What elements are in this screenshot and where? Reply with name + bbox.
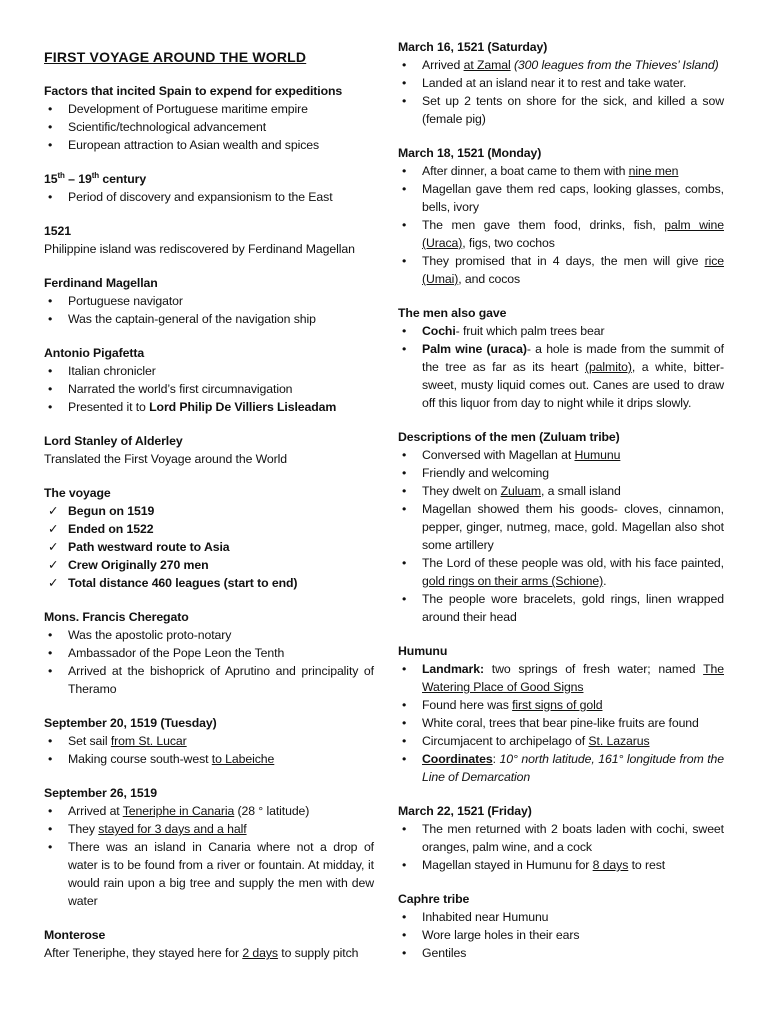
bullet-icon: • bbox=[48, 190, 53, 204]
bullet-icon: • bbox=[48, 804, 53, 818]
list-item: • Circumjacent to archipelago of St. Lazarus bbox=[402, 734, 650, 748]
section-caphre bbox=[398, 890, 724, 962]
list-item: • They dwelt on Zuluam, a small island bbox=[402, 484, 621, 498]
list-item: • They promised that in 4 days, the men will give rice (Umai), and cocos bbox=[402, 254, 724, 286]
section-men-also-gave bbox=[398, 304, 724, 412]
bullet-icon: • bbox=[48, 120, 53, 134]
list-item: • The men gave them food, drinks, fish, palm wine (Uraca), figs, two cochos bbox=[402, 218, 724, 250]
list-item: • Portuguese navigator bbox=[48, 294, 183, 308]
list-item: • Magellan stayed in Humunu for 8 days to rest bbox=[402, 858, 666, 872]
list-item: • Landed at an island near it to rest and take water. bbox=[402, 76, 687, 90]
bullet-icon: • bbox=[48, 382, 53, 396]
section-heading: March 18, 1521 (Monday) bbox=[398, 146, 542, 160]
bullet-icon: • bbox=[402, 662, 407, 676]
bullet-icon: • bbox=[48, 646, 53, 660]
section-mar22 bbox=[398, 802, 724, 874]
list-item: • Scientific/technological advancement bbox=[48, 120, 267, 134]
section-heading: March 16, 1521 (Saturday) bbox=[398, 40, 548, 54]
bullet-icon: • bbox=[402, 342, 407, 356]
bullet-icon: • bbox=[402, 324, 407, 338]
list-item: • Arrived at Teneriphe in Canaria (28 ° latitude) bbox=[48, 804, 310, 818]
list-item: • Magellan gave them red caps, looking glasses, combs, bells, ivory bbox=[402, 182, 724, 214]
list-item: ✓ Crew Originally 270 men bbox=[48, 558, 209, 572]
list-item: • Arrived at Zamal (300 leagues from the Thieves’ Island) bbox=[402, 58, 719, 72]
bullet-icon: • bbox=[48, 664, 53, 678]
bullet-icon: • bbox=[402, 182, 407, 196]
list-item: • Was the apostolic proto-notary bbox=[48, 628, 232, 642]
section-heading: Factors that incited Spain to expend for expeditions bbox=[44, 84, 343, 98]
list-item: • Arrived at the bishoprick of Aprutino and principality of Theramo bbox=[48, 664, 374, 696]
list-item: ✓ Begun on 1519 bbox=[48, 504, 155, 518]
list-item: • Found here was first signs of gold bbox=[402, 698, 603, 712]
list-item: • European attraction to Asian wealth and spices bbox=[48, 138, 320, 152]
checkmark-icon: ✓ bbox=[48, 558, 59, 572]
list-item: • Was the captain-general of the navigation ship bbox=[48, 312, 316, 326]
section-zuluam bbox=[398, 428, 724, 626]
section-heading: Mons. Francis Cheregato bbox=[44, 610, 189, 624]
list-item: • White coral, trees that bear pine-like fruits are found bbox=[402, 716, 699, 730]
list-item: • Inhabited near Humunu bbox=[402, 910, 549, 924]
paragraph: Philippine island was rediscovered by Ferdinand Magellan bbox=[44, 242, 355, 256]
list-item: • There was an island in Canaria where not a drop of water is to be found from a river or fountain. At midday, it would rain upon a big tree and supply the men with dew water bbox=[48, 840, 374, 908]
checkmark-icon: ✓ bbox=[48, 540, 59, 554]
bullet-icon: • bbox=[402, 448, 407, 462]
section-cheregato bbox=[44, 608, 374, 698]
list-item: • The people wore bracelets, gold rings, linen wrapped around their head bbox=[402, 592, 724, 624]
bullet-icon: • bbox=[402, 164, 407, 178]
list-item: • Conversed with Magellan at Humunu bbox=[402, 448, 621, 462]
list-item: • Set up 2 tents on shore for the sick, and killed a sow (female pig) bbox=[402, 94, 724, 126]
section-heading: September 26, 1519 bbox=[44, 786, 158, 800]
section-mar16 bbox=[398, 38, 724, 128]
list-item: • Ambassador of the Pope Leon the Tenth bbox=[48, 646, 285, 660]
bullet-icon: • bbox=[48, 400, 53, 414]
section-heading: March 22, 1521 (Friday) bbox=[398, 804, 532, 818]
list-item: • The men returned with 2 boats laden with cochi, sweet oranges, palm wine, and a cock bbox=[402, 822, 724, 854]
section-heading: Ferdinand Magellan bbox=[44, 276, 158, 290]
bullet-icon: • bbox=[402, 734, 407, 748]
section-humunu bbox=[398, 642, 724, 786]
right-column bbox=[398, 38, 724, 978]
bullet-icon: • bbox=[48, 138, 53, 152]
list-item: • Narrated the world’s first circumnavigation bbox=[48, 382, 293, 396]
section-heading: September 20, 1519 (Tuesday) bbox=[44, 716, 217, 730]
checkmark-icon: ✓ bbox=[48, 504, 59, 518]
list-item: ✓ Ended on 1522 bbox=[48, 522, 154, 536]
bullet-icon: • bbox=[402, 218, 407, 232]
list-item: • Period of discovery and expansionism to the East bbox=[48, 190, 333, 204]
bullet-icon: • bbox=[402, 928, 407, 942]
section-voyage bbox=[44, 484, 374, 592]
section-heading: Lord Stanley of Alderley bbox=[44, 434, 183, 448]
bullet-icon: • bbox=[402, 254, 407, 268]
bullet-icon: • bbox=[48, 294, 53, 308]
section-heading: The voyage bbox=[44, 486, 111, 500]
list-item: • Magellan showed them his goods- cloves, cinnamon, pepper, ginger, nutmeg, mace, gold. Magellan also shot some artillery bbox=[402, 502, 724, 552]
section-heading: 1521 bbox=[44, 224, 71, 238]
section-sep26 bbox=[44, 784, 374, 910]
list-item: • Palm wine (uraca)- a hole is made from the summit of the tree as far as its heart (palmito), a white, bitter-sweet, musty liquid comes out. Canes are used to draw off this liquor from day to night while it drips slowly. bbox=[402, 342, 725, 410]
section-heading: 15th – 19th century bbox=[44, 170, 147, 186]
list-item: • Coordinates: 10° north latitude, 161° longitude from the Line of Demarcation bbox=[402, 752, 724, 784]
bullet-icon: • bbox=[48, 312, 53, 326]
paragraph: Translated the First Voyage around the World bbox=[44, 452, 288, 466]
section-heading: Descriptions of the men (Zuluam tribe) bbox=[398, 430, 620, 444]
section-magellan bbox=[44, 274, 374, 328]
section-stanley bbox=[44, 432, 374, 468]
bullet-icon: • bbox=[48, 364, 53, 378]
bullet-icon: • bbox=[402, 592, 407, 606]
bullet-icon: • bbox=[48, 102, 53, 116]
bullet-icon: • bbox=[402, 502, 407, 516]
bullet-icon: • bbox=[48, 840, 53, 854]
list-item: ✓ Path westward route to Asia bbox=[48, 540, 230, 554]
bullet-icon: • bbox=[402, 946, 407, 960]
bullet-icon: • bbox=[402, 752, 407, 766]
bullet-icon: • bbox=[48, 752, 53, 766]
list-item: • Friendly and welcoming bbox=[402, 466, 549, 480]
bullet-icon: • bbox=[402, 484, 407, 498]
bullet-icon: • bbox=[48, 822, 53, 836]
section-heading: Humunu bbox=[398, 644, 448, 658]
bullet-icon: • bbox=[48, 628, 53, 642]
list-item: • Italian chronicler bbox=[48, 364, 156, 378]
list-item: • Development of Portuguese maritime empire bbox=[48, 102, 308, 116]
bullet-icon: • bbox=[402, 556, 407, 570]
section-monterose bbox=[44, 926, 374, 962]
list-item: • Wore large holes in their ears bbox=[402, 928, 580, 942]
list-item: • They stayed for 3 days and a half bbox=[48, 822, 247, 836]
list-item: • Set sail from St. Lucar bbox=[48, 734, 187, 748]
list-item: • Cochi- fruit which palm trees bear bbox=[402, 324, 605, 338]
bullet-icon: • bbox=[402, 58, 407, 72]
bullet-icon: • bbox=[402, 858, 407, 872]
list-item: ✓ Total distance 460 leagues (start to end) bbox=[48, 576, 298, 590]
section-sep20 bbox=[44, 714, 374, 768]
checkmark-icon: ✓ bbox=[48, 522, 59, 536]
bullet-icon: • bbox=[402, 76, 407, 90]
paragraph: After Teneriphe, they stayed here for 2 days to supply pitch bbox=[44, 946, 359, 960]
bullet-icon: • bbox=[48, 734, 53, 748]
section-heading: Monterose bbox=[44, 928, 106, 942]
section-century bbox=[44, 170, 374, 206]
list-item: • The Lord of these people was old, with his face painted, gold rings on their arms (Schione). bbox=[402, 556, 724, 588]
list-item: • Presented it to Lord Philip De Villiers Lisleadam bbox=[48, 400, 337, 414]
bullet-icon: • bbox=[402, 94, 407, 108]
section-1521 bbox=[44, 222, 374, 258]
list-item: • Making course south-west to Labeiche bbox=[48, 752, 275, 766]
bullet-icon: • bbox=[402, 822, 407, 836]
section-pigafetta bbox=[44, 344, 374, 416]
section-heading: Antonio Pigafetta bbox=[44, 346, 145, 360]
left-column bbox=[44, 38, 374, 978]
checkmark-icon: ✓ bbox=[48, 576, 59, 590]
list-item: • Landmark: two springs of fresh water; named The Watering Place of Good Signs bbox=[402, 662, 724, 694]
list-item: • After dinner, a boat came to them with nine men bbox=[402, 164, 679, 178]
bullet-icon: • bbox=[402, 716, 407, 730]
section-factors bbox=[44, 82, 374, 154]
page-title: FIRST VOYAGE AROUND THE WORLD bbox=[44, 49, 307, 65]
list-item: • Gentiles bbox=[402, 946, 467, 960]
bullet-icon: • bbox=[402, 698, 407, 712]
section-heading: The men also gave bbox=[398, 306, 507, 320]
bullet-icon: • bbox=[402, 466, 407, 480]
bullet-icon: • bbox=[402, 910, 407, 924]
section-mar18 bbox=[398, 144, 724, 288]
section-heading: Caphre tribe bbox=[398, 892, 470, 906]
